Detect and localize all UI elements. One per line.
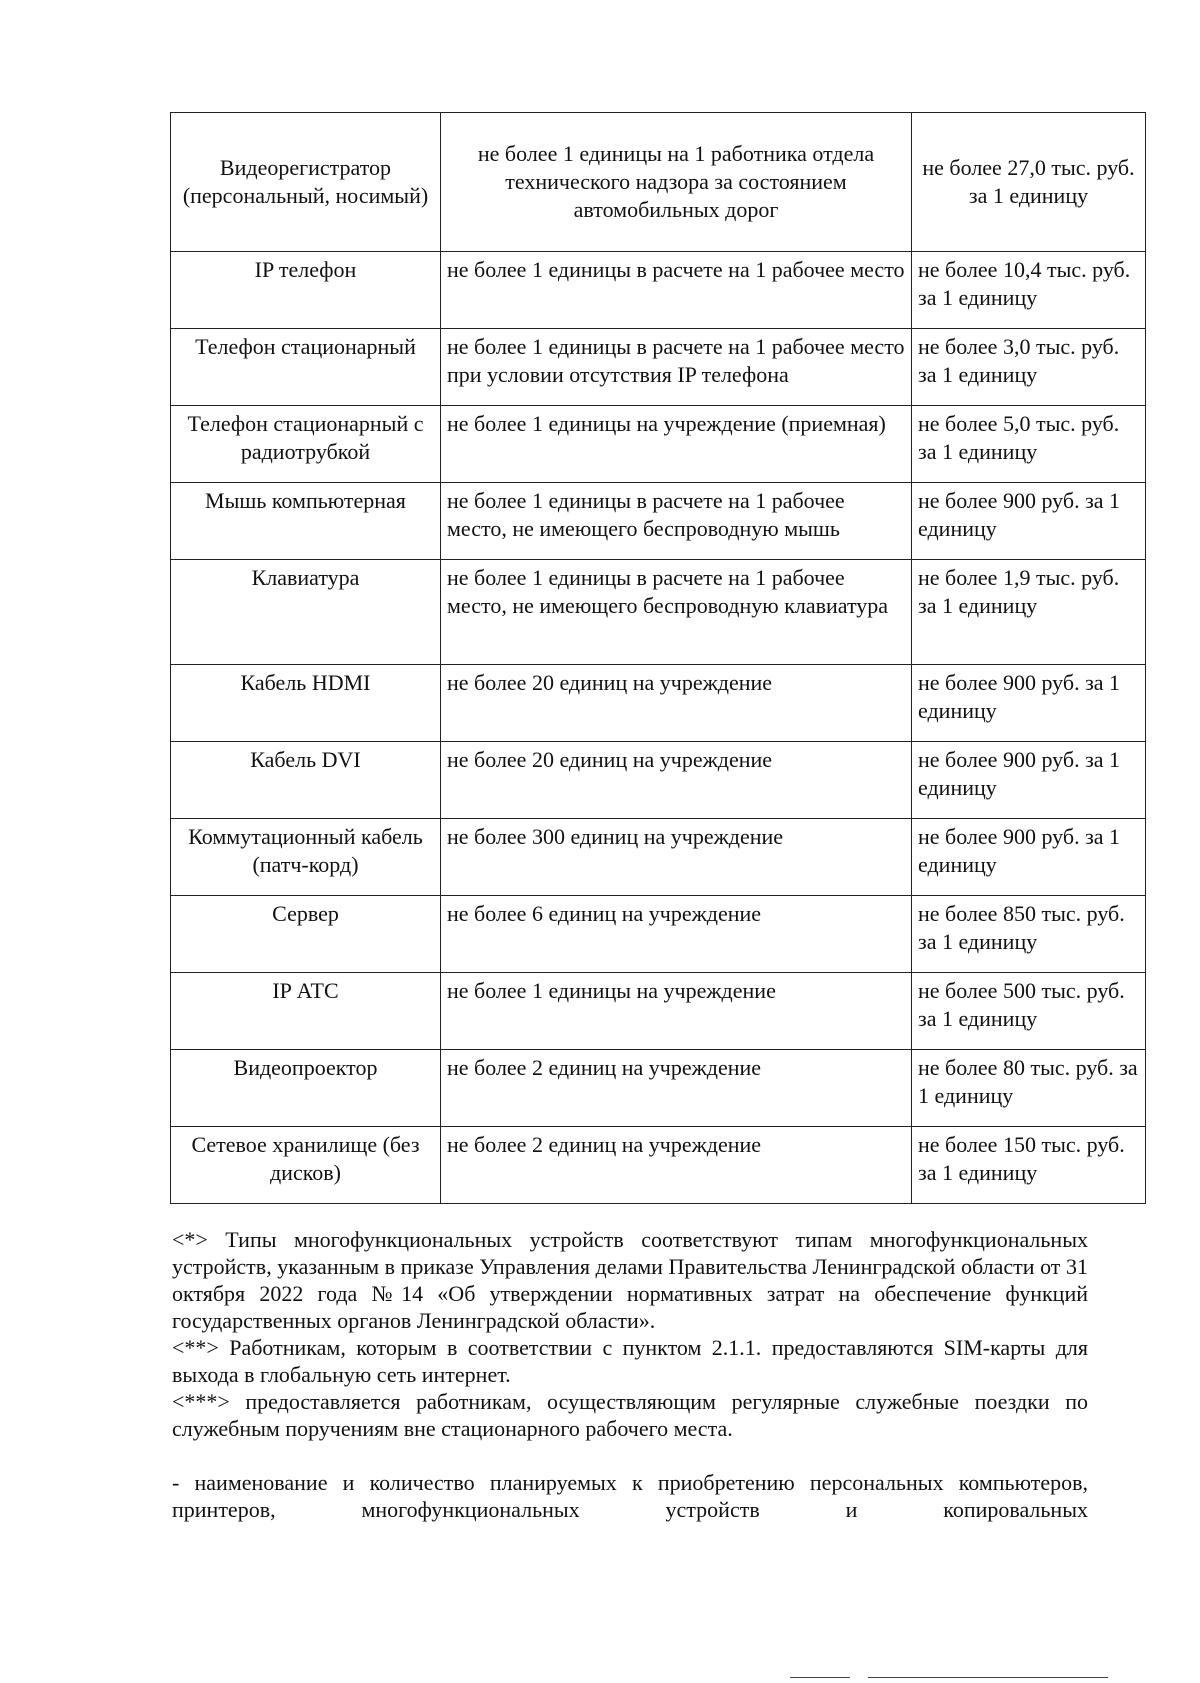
item-name-cell: Кабель DVI [171,742,441,819]
table-row [171,896,1146,973]
item-name-cell: Мышь компьютерная [171,483,441,560]
item-price-cell: не более 900 руб. за 1 единицу [912,665,1146,742]
footnote-1: <*> Типы многофункциональных устройств соответствуют типам многофункциональных устройств, указанным в приказе Управления делами Правительства Ленинградской области от 31 октября 2022 года №14 «Об утверждении нормативных затрат на обеспечение функций государственных органов Ленинградской области». [172,1227,1088,1333]
table-row [171,819,1146,896]
item-name-cell: Видеорегистратор (персональный, носимый) [171,113,441,252]
table-row [171,113,1146,252]
item-price-cell: не более 80 тыс. руб. за 1 единицу [912,1050,1146,1127]
item-price-cell: не более 5,0 тыс. руб. за 1 единицу [912,406,1146,483]
table-row [171,406,1146,483]
item-price-cell: не более 900 руб. за 1 единицу [912,819,1146,896]
item-name-cell: Клавиатура [171,560,441,665]
footnote-2: <**> Работникам, которым в соответствии с пунктом 2.1.1. предоставляются SIM-карты для выхода в глобальную сеть интернет. [172,1335,1088,1387]
item-price-cell: не более 500 тыс. руб. за 1 единицу [912,973,1146,1050]
item-price-cell: не более 27,0 тыс. руб. за 1 единицу [912,113,1146,252]
item-price-cell: не более 850 тыс. руб. за 1 единицу [912,896,1146,973]
item-price-cell: не более 900 руб. за 1 единицу [912,742,1146,819]
footnotes [172,1226,1088,1523]
item-quantity-cell: не более 6 единиц на учреждение [441,896,912,973]
item-name-cell: Кабель HDMI [171,665,441,742]
table-row [171,252,1146,329]
item-quantity-cell: не более 1 единицы на учреждение [441,973,912,1050]
item-quantity-cell: не более 2 единиц на учреждение [441,1050,912,1127]
item-name-cell: Видеопроектор [171,1050,441,1127]
table-row [171,1050,1146,1127]
item-quantity-cell: не более 1 единицы на 1 работника отдела технического надзора за состоянием автомобильных дорог [441,113,912,252]
norms-table [170,112,1146,1204]
footer-rule [790,1677,850,1678]
table-row [171,742,1146,819]
item-name-cell: Сервер [171,896,441,973]
item-quantity-cell: не более 1 единицы в расчете на 1 рабочее место, не имеющего беспроводную мышь [441,483,912,560]
item-price-cell: не более 3,0 тыс. руб. за 1 единицу [912,329,1146,406]
item-quantity-cell: не более 1 единицы на учреждение (приемная) [441,406,912,483]
item-quantity-cell: не более 20 единиц на учреждение [441,665,912,742]
item-name-cell: IP телефон [171,252,441,329]
item-price-cell: не более 150 тыс. руб. за 1 единицу [912,1127,1146,1204]
item-quantity-cell: не более 1 единицы в расчете на 1 рабочее место при условии отсутствия IP телефона [441,329,912,406]
table-row [171,483,1146,560]
item-quantity-cell: не более 1 единицы в расчете на 1 рабочее место, не имеющего беспроводную клавиатура [441,560,912,665]
item-name-cell: IP АТС [171,973,441,1050]
item-name-cell: Сетевое хранилище (без дисков) [171,1127,441,1204]
table-row [171,1127,1146,1204]
item-name-cell: Телефон стационарный [171,329,441,406]
item-quantity-cell: не более 2 единиц на учреждение [441,1127,912,1204]
item-name-cell: Телефон стационарный с радиотрубкой [171,406,441,483]
item-quantity-cell: не более 20 единиц на учреждение [441,742,912,819]
item-quantity-cell: не более 300 единиц на учреждение [441,819,912,896]
list-item-text: - наименование и количество планируемых к приобретению персональных компьютеров, принтеров, многофункциональных устройств и копировальных [172,1470,1088,1522]
table-row [171,665,1146,742]
item-name-cell: Коммутационный кабель (патч-корд) [171,819,441,896]
table-row [171,560,1146,665]
item-price-cell: не более 1,9 тыс. руб. за 1 единицу [912,560,1146,665]
item-price-cell: не более 10,4 тыс. руб. за 1 единицу [912,252,1146,329]
footnote-3: <***> предоставляется работникам, осуществляющим регулярные служебные поездки по служебным поручениям вне стационарного рабочего места. [172,1389,1088,1441]
item-price-cell: не более 900 руб. за 1 единицу [912,483,1146,560]
footer-rule [868,1677,1108,1678]
table-row [171,329,1146,406]
item-quantity-cell: не более 1 единицы в расчете на 1 рабочее место [441,252,912,329]
table-row [171,973,1146,1050]
